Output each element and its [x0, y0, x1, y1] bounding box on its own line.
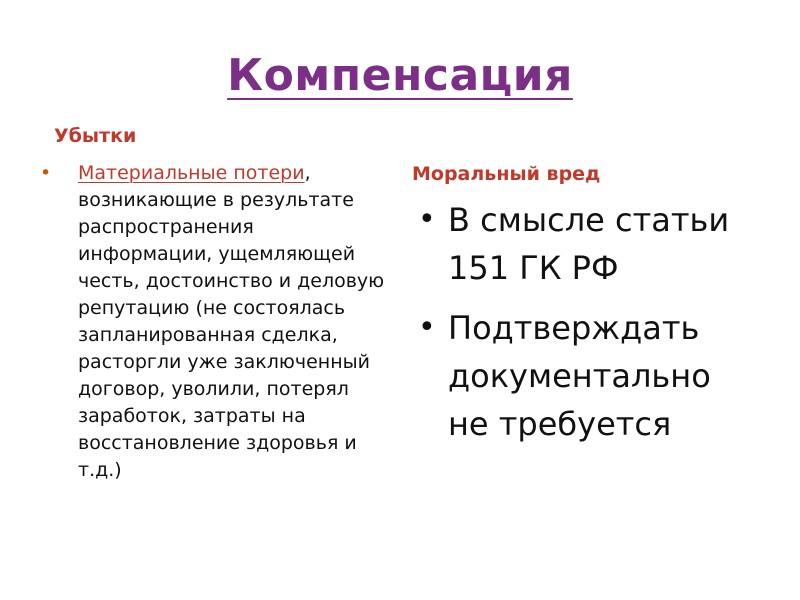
list-item — [40, 160, 385, 484]
material-losses-term: Материальные потери — [78, 162, 305, 184]
moral-harm-heading: Моральный вред — [412, 163, 601, 185]
no-documentation-text: Подтверждать документально не требуется — [448, 309, 711, 443]
moral-harm-list — [418, 196, 758, 460]
losses-heading: Убытки — [54, 125, 137, 147]
slide-title: Компенсация — [227, 50, 573, 101]
bullet-icon: • — [40, 162, 52, 184]
material-losses-description: , возникающие в результате распространения информации, ущемляющей честь, достоинство и деловую репутацию (не состоялась запланированная сделка, расторгли уже заключенный договор, уволили, потерял заработок, затраты на восстановление здоровья и т.д.) — [78, 162, 385, 481]
article-151-text: В смысле статьи 151 ГК РФ — [448, 201, 730, 287]
list-item — [418, 304, 758, 448]
bullet-icon: • — [418, 310, 436, 345]
bullet-icon: • — [418, 202, 436, 237]
losses-list — [40, 160, 385, 484]
list-item — [418, 196, 758, 292]
